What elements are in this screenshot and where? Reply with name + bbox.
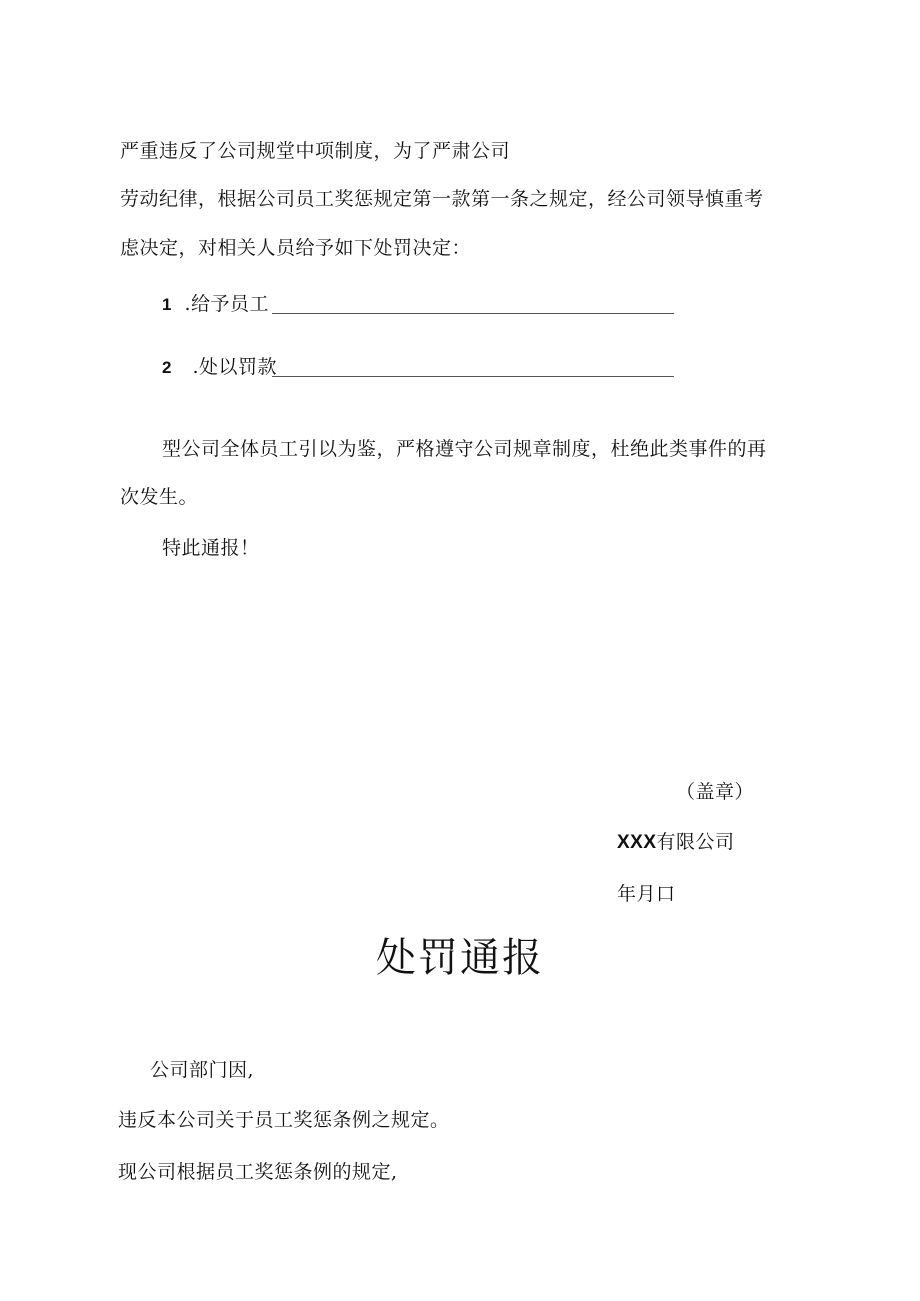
- body-text-line: 公司部门因,: [150, 1059, 255, 1081]
- list-item-number: 1: [162, 295, 172, 314]
- body-text-line: 严重违反了公司规堂中项制度，为了严肃公司: [120, 140, 511, 162]
- body-text-line: 现公司根据员工奖惩条例的规定,: [118, 1161, 398, 1183]
- fill-in-blank: [272, 313, 674, 314]
- list-item-label: .给予员工: [184, 293, 270, 315]
- body-text-line: 劳动纪律，根据公司员工奖惩规定第一款第一条之规定，经公司领导慎重考: [120, 188, 764, 210]
- page-title: 处罚通报: [376, 935, 544, 981]
- body-text-line: 型公司全体员工引以为鉴，严格遵守公司规章制度，杜绝此类事件的再: [162, 438, 767, 460]
- body-text-line: 违反本公司关于员工奖惩条例之规定。: [118, 1109, 450, 1131]
- stamp-placeholder: （盖章）: [676, 781, 755, 803]
- company-name-suffix: 有限公司: [656, 831, 735, 853]
- fill-in-blank: [272, 376, 674, 377]
- list-item-2: [162, 355, 277, 380]
- company-name-prefix: XXX: [617, 832, 657, 853]
- body-text-line: 虑决定，对相关人员给予如下处罚决定：: [120, 237, 472, 259]
- company-name: [617, 830, 735, 855]
- list-item-label: .处以罚款: [192, 356, 278, 378]
- date-text: 年月口: [617, 883, 676, 905]
- closing-text: 特此通报！: [162, 537, 260, 559]
- list-item-number: 2: [162, 358, 172, 377]
- body-text-line: 次发生。: [120, 486, 199, 508]
- list-item-1: [162, 292, 269, 317]
